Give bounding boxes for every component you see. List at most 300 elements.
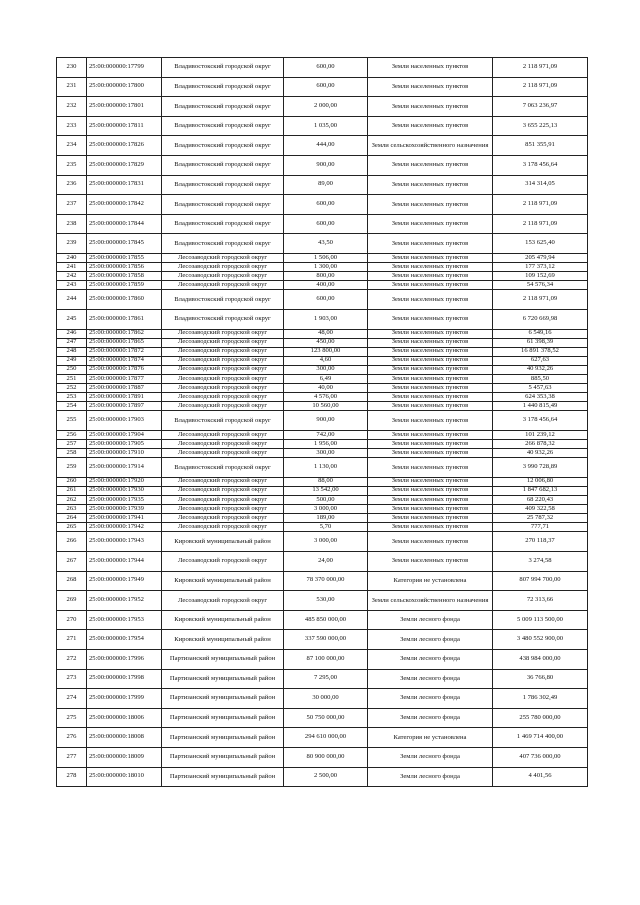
row-number-cell: 243 xyxy=(57,281,87,290)
table-row xyxy=(57,411,588,431)
municipality-cell: Владивостокский городской округ xyxy=(162,77,284,97)
cadastral-number-cell: 25:00:000000:18010 xyxy=(87,767,162,787)
table-row xyxy=(57,374,588,383)
land-category-cell: Земли лесного фонда xyxy=(368,669,493,689)
cadastral-number-cell: 25:00:000000:17920 xyxy=(87,477,162,486)
area-cell: 88,00 xyxy=(284,477,368,486)
row-number-cell: 245 xyxy=(57,309,87,329)
table-row xyxy=(57,708,588,728)
cadastral-value-cell: 407 736 000,00 xyxy=(493,747,588,767)
cadastral-number-cell: 25:00:000000:17872 xyxy=(87,347,162,356)
area-cell: 13 542,00 xyxy=(284,486,368,495)
table-row xyxy=(57,571,588,591)
cadastral-number-cell: 25:00:000000:17801 xyxy=(87,97,162,117)
cadastral-number-cell: 25:00:000000:17952 xyxy=(87,591,162,611)
area-cell: 30 000,00 xyxy=(284,689,368,709)
row-number-cell: 242 xyxy=(57,272,87,281)
municipality-cell: Лесозаводский городской округ xyxy=(162,393,284,402)
area-cell: 43,50 xyxy=(284,234,368,254)
row-number-cell: 254 xyxy=(57,402,87,411)
table-row xyxy=(57,689,588,709)
table-row xyxy=(57,610,588,630)
table-row xyxy=(57,649,588,669)
municipality-cell: Владивостокский городской округ xyxy=(162,458,284,478)
land-category-cell: Земли населенных пунктов xyxy=(368,309,493,329)
municipality-cell: Партизанский муниципальный район xyxy=(162,669,284,689)
area-cell: 5,70 xyxy=(284,523,368,532)
land-category-cell: Земли населенных пунктов xyxy=(368,514,493,523)
area-cell: 300,00 xyxy=(284,365,368,374)
land-category-cell: Земли лесного фонда xyxy=(368,747,493,767)
land-category-cell: Земли лесного фонда xyxy=(368,610,493,630)
municipality-cell: Партизанский муниципальный район xyxy=(162,767,284,787)
land-category-cell: Земли населенных пунктов xyxy=(368,214,493,234)
cadastral-number-cell: 25:00:000000:17860 xyxy=(87,290,162,310)
cadastral-value-cell: 851 355,91 xyxy=(493,136,588,156)
area-cell: 485 850 000,00 xyxy=(284,610,368,630)
area-cell: 89,00 xyxy=(284,175,368,195)
cadastral-number-cell: 25:00:000000:17935 xyxy=(87,496,162,505)
table-row xyxy=(57,136,588,156)
cadastral-number-cell: 25:00:000000:17910 xyxy=(87,449,162,458)
area-cell: 7 295,00 xyxy=(284,669,368,689)
area-cell: 400,00 xyxy=(284,281,368,290)
area-cell: 1 506,00 xyxy=(284,253,368,262)
table-row xyxy=(57,356,588,365)
row-number-cell: 233 xyxy=(57,116,87,136)
cadastral-value-cell: 3 655 225,13 xyxy=(493,116,588,136)
cadastral-value-cell: 72 313,66 xyxy=(493,591,588,611)
table-row xyxy=(57,116,588,136)
land-category-cell: Земли населенных пунктов xyxy=(368,195,493,215)
municipality-cell: Партизанский муниципальный район xyxy=(162,747,284,767)
cadastral-number-cell: 25:00:000000:17944 xyxy=(87,551,162,571)
area-cell: 1 300,00 xyxy=(284,263,368,272)
table-row xyxy=(57,347,588,356)
cadastral-number-cell: 25:00:000000:17939 xyxy=(87,505,162,514)
municipality-cell: Партизанский муниципальный район xyxy=(162,708,284,728)
cadastral-value-cell: 177 373,12 xyxy=(493,263,588,272)
cadastral-number-cell: 25:00:000000:17941 xyxy=(87,514,162,523)
municipality-cell: Лесозаводский городской округ xyxy=(162,329,284,338)
row-number-cell: 230 xyxy=(57,58,87,78)
cadastral-value-cell: 12 006,80 xyxy=(493,477,588,486)
table-body xyxy=(57,58,588,787)
row-number-cell: 265 xyxy=(57,523,87,532)
cadastral-value-cell: 777,71 xyxy=(493,523,588,532)
row-number-cell: 258 xyxy=(57,449,87,458)
cadastral-value-cell: 2 118 971,09 xyxy=(493,290,588,310)
row-number-cell: 234 xyxy=(57,136,87,156)
table-row xyxy=(57,402,588,411)
row-number-cell: 274 xyxy=(57,689,87,709)
row-number-cell: 277 xyxy=(57,747,87,767)
municipality-cell: Лесозаводский городской округ xyxy=(162,253,284,262)
cadastral-value-cell: 3 178 456,64 xyxy=(493,411,588,431)
area-cell: 1 035,00 xyxy=(284,116,368,136)
land-category-cell: Земли населенных пунктов xyxy=(368,496,493,505)
table-row xyxy=(57,767,588,787)
municipality-cell: Лесозаводский городской округ xyxy=(162,477,284,486)
cadastral-number-cell: 25:00:000000:17876 xyxy=(87,365,162,374)
land-category-cell: Земли сельскохозяйственного назначения xyxy=(368,591,493,611)
cadastral-value-cell: 3 274,58 xyxy=(493,551,588,571)
table-row xyxy=(57,272,588,281)
cadastral-value-cell: 807 994 700,00 xyxy=(493,571,588,591)
cadastral-number-cell: 25:00:000000:17996 xyxy=(87,649,162,669)
cadastral-number-cell: 25:00:000000:17891 xyxy=(87,393,162,402)
row-number-cell: 272 xyxy=(57,649,87,669)
cadastral-number-cell: 25:00:000000:18006 xyxy=(87,708,162,728)
land-category-cell: Земли населенных пунктов xyxy=(368,532,493,552)
table-row xyxy=(57,77,588,97)
area-cell: 123 800,00 xyxy=(284,347,368,356)
cadastral-number-cell: 25:00:000000:17942 xyxy=(87,523,162,532)
table-row xyxy=(57,591,588,611)
land-category-cell: Земли населенных пунктов xyxy=(368,440,493,449)
land-category-cell: Земли населенных пунктов xyxy=(368,116,493,136)
cadastral-value-cell: 109 152,69 xyxy=(493,272,588,281)
cadastral-number-cell: 25:00:000000:18008 xyxy=(87,728,162,748)
municipality-cell: Партизанский муниципальный район xyxy=(162,649,284,669)
area-cell: 87 100 000,00 xyxy=(284,649,368,669)
area-cell: 10 560,00 xyxy=(284,402,368,411)
area-cell: 3 000,00 xyxy=(284,505,368,514)
row-number-cell: 232 xyxy=(57,97,87,117)
row-number-cell: 262 xyxy=(57,496,87,505)
municipality-cell: Владивостокский городской округ xyxy=(162,214,284,234)
municipality-cell: Лесозаводский городской округ xyxy=(162,486,284,495)
land-category-cell: Земли населенных пунктов xyxy=(368,97,493,117)
row-number-cell: 263 xyxy=(57,505,87,514)
land-category-cell: Земли населенных пунктов xyxy=(368,58,493,78)
row-number-cell: 276 xyxy=(57,728,87,748)
municipality-cell: Лесозаводский городской округ xyxy=(162,505,284,514)
municipality-cell: Лесозаводский городской округ xyxy=(162,449,284,458)
cadastral-value-cell: 1 786 302,49 xyxy=(493,689,588,709)
land-category-cell: Земли населенных пунктов xyxy=(368,393,493,402)
land-category-cell: Категория не установлена xyxy=(368,728,493,748)
cadastral-value-cell: 627,63 xyxy=(493,356,588,365)
municipality-cell: Кировский муниципальный район xyxy=(162,610,284,630)
land-category-cell: Земли населенных пунктов xyxy=(368,253,493,262)
cadastral-number-cell: 25:00:000000:17799 xyxy=(87,58,162,78)
municipality-cell: Владивостокский городской округ xyxy=(162,175,284,195)
municipality-cell: Владивостокский городской округ xyxy=(162,116,284,136)
cadastral-value-cell: 409 322,58 xyxy=(493,505,588,514)
area-cell: 40,00 xyxy=(284,384,368,393)
area-cell: 2 000,00 xyxy=(284,97,368,117)
cadastral-value-cell: 6 720 669,98 xyxy=(493,309,588,329)
area-cell: 530,00 xyxy=(284,591,368,611)
land-category-cell: Земли населенных пунктов xyxy=(368,290,493,310)
cadastral-number-cell: 25:00:000000:17905 xyxy=(87,440,162,449)
cadastral-value-cell: 438 984 000,00 xyxy=(493,649,588,669)
table-row xyxy=(57,329,588,338)
municipality-cell: Владивостокский городской округ xyxy=(162,290,284,310)
municipality-cell: Владивостокский городской округ xyxy=(162,309,284,329)
row-number-cell: 252 xyxy=(57,384,87,393)
table-row xyxy=(57,384,588,393)
row-number-cell: 253 xyxy=(57,393,87,402)
cadastral-number-cell: 25:00:000000:17865 xyxy=(87,338,162,347)
row-number-cell: 237 xyxy=(57,195,87,215)
land-category-cell: Земли населенных пунктов xyxy=(368,365,493,374)
cadastral-value-cell: 2 118 971,09 xyxy=(493,58,588,78)
cadastral-number-cell: 25:00:000000:17874 xyxy=(87,356,162,365)
cadastral-value-cell: 68 220,43 xyxy=(493,496,588,505)
municipality-cell: Лесозаводский городской округ xyxy=(162,281,284,290)
municipality-cell: Лесозаводский городской округ xyxy=(162,263,284,272)
row-number-cell: 264 xyxy=(57,514,87,523)
cadastral-value-cell: 624 353,38 xyxy=(493,393,588,402)
cadastral-value-cell: 25 787,32 xyxy=(493,514,588,523)
municipality-cell: Владивостокский городской округ xyxy=(162,136,284,156)
area-cell: 444,00 xyxy=(284,136,368,156)
land-category-cell: Земли населенных пунктов xyxy=(368,477,493,486)
table-row xyxy=(57,290,588,310)
municipality-cell: Кировский муниципальный район xyxy=(162,630,284,650)
table-row xyxy=(57,309,588,329)
row-number-cell: 247 xyxy=(57,338,87,347)
area-cell: 600,00 xyxy=(284,58,368,78)
land-category-cell: Земли лесного фонда xyxy=(368,689,493,709)
land-category-cell: Земли населенных пунктов xyxy=(368,175,493,195)
table-row xyxy=(57,214,588,234)
area-cell: 1 903,00 xyxy=(284,309,368,329)
municipality-cell: Лесозаводский городской округ xyxy=(162,430,284,439)
area-cell: 600,00 xyxy=(284,195,368,215)
row-number-cell: 257 xyxy=(57,440,87,449)
land-category-cell: Земли населенных пунктов xyxy=(368,384,493,393)
cadastral-value-cell: 3 990 728,89 xyxy=(493,458,588,478)
municipality-cell: Лесозаводский городской округ xyxy=(162,272,284,281)
cadastral-value-cell: 101 239,12 xyxy=(493,430,588,439)
area-cell: 6,49 xyxy=(284,374,368,383)
cadastral-number-cell: 25:00:000000:17855 xyxy=(87,253,162,262)
cadastral-number-cell: 25:00:000000:17831 xyxy=(87,175,162,195)
table-row xyxy=(57,669,588,689)
cadastral-value-cell: 3 480 552 900,00 xyxy=(493,630,588,650)
cadastral-value-cell: 205 479,94 xyxy=(493,253,588,262)
cadastral-value-cell: 6 549,16 xyxy=(493,329,588,338)
row-number-cell: 270 xyxy=(57,610,87,630)
row-number-cell: 275 xyxy=(57,708,87,728)
cadastral-number-cell: 25:00:000000:17844 xyxy=(87,214,162,234)
cadastral-value-cell: 314 314,05 xyxy=(493,175,588,195)
municipality-cell: Владивостокский городской округ xyxy=(162,155,284,175)
cadastral-value-cell: 54 576,34 xyxy=(493,281,588,290)
land-plots-table xyxy=(56,57,588,787)
row-number-cell: 278 xyxy=(57,767,87,787)
table-row xyxy=(57,747,588,767)
area-cell: 4 576,00 xyxy=(284,393,368,402)
area-cell: 78 370 000,00 xyxy=(284,571,368,591)
land-category-cell: Земли сельскохозяйственного назначения xyxy=(368,136,493,156)
cadastral-number-cell: 25:00:000000:17943 xyxy=(87,532,162,552)
row-number-cell: 259 xyxy=(57,458,87,478)
land-category-cell: Земли населенных пунктов xyxy=(368,347,493,356)
cadastral-value-cell: 3 178 456,64 xyxy=(493,155,588,175)
land-category-cell: Земли населенных пунктов xyxy=(368,329,493,338)
cadastral-value-cell: 36 766,80 xyxy=(493,669,588,689)
row-number-cell: 256 xyxy=(57,430,87,439)
cadastral-number-cell: 25:00:000000:17887 xyxy=(87,384,162,393)
municipality-cell: Лесозаводский городской округ xyxy=(162,374,284,383)
area-cell: 742,00 xyxy=(284,430,368,439)
cadastral-value-cell: 5 457,63 xyxy=(493,384,588,393)
area-cell: 48,00 xyxy=(284,329,368,338)
land-category-cell: Земли населенных пунктов xyxy=(368,338,493,347)
municipality-cell: Кировский муниципальный район xyxy=(162,532,284,552)
land-category-cell: Категория не установлена xyxy=(368,571,493,591)
row-number-cell: 248 xyxy=(57,347,87,356)
table-row xyxy=(57,728,588,748)
area-cell: 80 900 000,00 xyxy=(284,747,368,767)
cadastral-value-cell: 16 891 378,52 xyxy=(493,347,588,356)
table-row xyxy=(57,155,588,175)
table-row xyxy=(57,175,588,195)
cadastral-number-cell: 25:00:000000:17861 xyxy=(87,309,162,329)
land-category-cell: Земли населенных пунктов xyxy=(368,234,493,254)
cadastral-number-cell: 25:00:000000:17859 xyxy=(87,281,162,290)
row-number-cell: 251 xyxy=(57,374,87,383)
area-cell: 50 750 000,00 xyxy=(284,708,368,728)
cadastral-number-cell: 25:00:000000:17826 xyxy=(87,136,162,156)
land-category-cell: Земли населенных пунктов xyxy=(368,281,493,290)
row-number-cell: 273 xyxy=(57,669,87,689)
cadastral-value-cell: 1 469 714 400,00 xyxy=(493,728,588,748)
table-row xyxy=(57,486,588,495)
cadastral-number-cell: 25:00:000000:17903 xyxy=(87,411,162,431)
municipality-cell: Партизанский муниципальный район xyxy=(162,728,284,748)
cadastral-number-cell: 25:00:000000:17897 xyxy=(87,402,162,411)
municipality-cell: Лесозаводский городской округ xyxy=(162,338,284,347)
municipality-cell: Кировский муниципальный район xyxy=(162,571,284,591)
area-cell: 450,00 xyxy=(284,338,368,347)
land-category-cell: Земли лесного фонда xyxy=(368,649,493,669)
land-category-cell: Земли населенных пунктов xyxy=(368,356,493,365)
table-row xyxy=(57,477,588,486)
cadastral-value-cell: 2 118 971,09 xyxy=(493,214,588,234)
cadastral-value-cell: 2 118 971,09 xyxy=(493,77,588,97)
row-number-cell: 268 xyxy=(57,571,87,591)
municipality-cell: Владивостокский городской округ xyxy=(162,195,284,215)
cadastral-value-cell: 270 118,37 xyxy=(493,532,588,552)
row-number-cell: 244 xyxy=(57,290,87,310)
row-number-cell: 267 xyxy=(57,551,87,571)
table-row xyxy=(57,440,588,449)
municipality-cell: Владивостокский городской округ xyxy=(162,234,284,254)
municipality-cell: Лесозаводский городской округ xyxy=(162,551,284,571)
cadastral-number-cell: 25:00:000000:18009 xyxy=(87,747,162,767)
row-number-cell: 241 xyxy=(57,263,87,272)
municipality-cell: Лесозаводский городской округ xyxy=(162,440,284,449)
cadastral-value-cell: 4 401,56 xyxy=(493,767,588,787)
row-number-cell: 231 xyxy=(57,77,87,97)
cadastral-number-cell: 25:00:000000:17877 xyxy=(87,374,162,383)
cadastral-number-cell: 25:00:000000:17858 xyxy=(87,272,162,281)
cadastral-value-cell: 2 118 971,09 xyxy=(493,195,588,215)
municipality-cell: Лесозаводский городской округ xyxy=(162,402,284,411)
cadastral-number-cell: 25:00:000000:17829 xyxy=(87,155,162,175)
land-category-cell: Земли лесного фонда xyxy=(368,630,493,650)
municipality-cell: Владивостокский городской округ xyxy=(162,97,284,117)
land-category-cell: Земли населенных пунктов xyxy=(368,155,493,175)
row-number-cell: 240 xyxy=(57,253,87,262)
cadastral-number-cell: 25:00:000000:17856 xyxy=(87,263,162,272)
table-row xyxy=(57,430,588,439)
municipality-cell: Лесозаводский городской округ xyxy=(162,347,284,356)
area-cell: 500,00 xyxy=(284,496,368,505)
cadastral-value-cell: 40 932,26 xyxy=(493,449,588,458)
row-number-cell: 271 xyxy=(57,630,87,650)
table-row xyxy=(57,496,588,505)
cadastral-number-cell: 25:00:000000:17811 xyxy=(87,116,162,136)
row-number-cell: 239 xyxy=(57,234,87,254)
cadastral-value-cell: 61 398,39 xyxy=(493,338,588,347)
row-number-cell: 261 xyxy=(57,486,87,495)
municipality-cell: Лесозаводский городской округ xyxy=(162,365,284,374)
area-cell: 337 590 000,00 xyxy=(284,630,368,650)
land-category-cell: Земли населенных пунктов xyxy=(368,263,493,272)
area-cell: 600,00 xyxy=(284,214,368,234)
land-category-cell: Земли лесного фонда xyxy=(368,708,493,728)
cadastral-value-cell: 885,50 xyxy=(493,374,588,383)
area-cell: 294 610 000,00 xyxy=(284,728,368,748)
row-number-cell: 255 xyxy=(57,411,87,431)
area-cell: 189,00 xyxy=(284,514,368,523)
municipality-cell: Лесозаводский городской округ xyxy=(162,591,284,611)
cadastral-number-cell: 25:00:000000:17954 xyxy=(87,630,162,650)
area-cell: 24,00 xyxy=(284,551,368,571)
area-cell: 600,00 xyxy=(284,77,368,97)
cadastral-number-cell: 25:00:000000:17949 xyxy=(87,571,162,591)
cadastral-number-cell: 25:00:000000:17845 xyxy=(87,234,162,254)
table-row xyxy=(57,338,588,347)
table-row xyxy=(57,523,588,532)
cadastral-value-cell: 1 847 682,13 xyxy=(493,486,588,495)
row-number-cell: 235 xyxy=(57,155,87,175)
table-row xyxy=(57,365,588,374)
row-number-cell: 246 xyxy=(57,329,87,338)
cadastral-number-cell: 25:00:000000:17842 xyxy=(87,195,162,215)
row-number-cell: 236 xyxy=(57,175,87,195)
cadastral-value-cell: 40 932,26 xyxy=(493,365,588,374)
cadastral-value-cell: 5 009 113 500,00 xyxy=(493,610,588,630)
cadastral-number-cell: 25:00:000000:17999 xyxy=(87,689,162,709)
area-cell: 800,00 xyxy=(284,272,368,281)
municipality-cell: Лесозаводский городской округ xyxy=(162,356,284,365)
row-number-cell: 249 xyxy=(57,356,87,365)
land-category-cell: Земли населенных пунктов xyxy=(368,272,493,281)
area-cell: 4,60 xyxy=(284,356,368,365)
table-row xyxy=(57,281,588,290)
land-category-cell: Земли населенных пунктов xyxy=(368,402,493,411)
row-number-cell: 260 xyxy=(57,477,87,486)
table-row xyxy=(57,234,588,254)
land-category-cell: Земли населенных пунктов xyxy=(368,505,493,514)
table-row xyxy=(57,551,588,571)
table-row xyxy=(57,532,588,552)
row-number-cell: 269 xyxy=(57,591,87,611)
municipality-cell: Владивостокский городской округ xyxy=(162,58,284,78)
land-category-cell: Земли лесного фонда xyxy=(368,767,493,787)
municipality-cell: Лесозаводский городской округ xyxy=(162,514,284,523)
municipality-cell: Партизанский муниципальный район xyxy=(162,689,284,709)
land-category-cell: Земли населенных пунктов xyxy=(368,374,493,383)
municipality-cell: Лесозаводский городской округ xyxy=(162,523,284,532)
